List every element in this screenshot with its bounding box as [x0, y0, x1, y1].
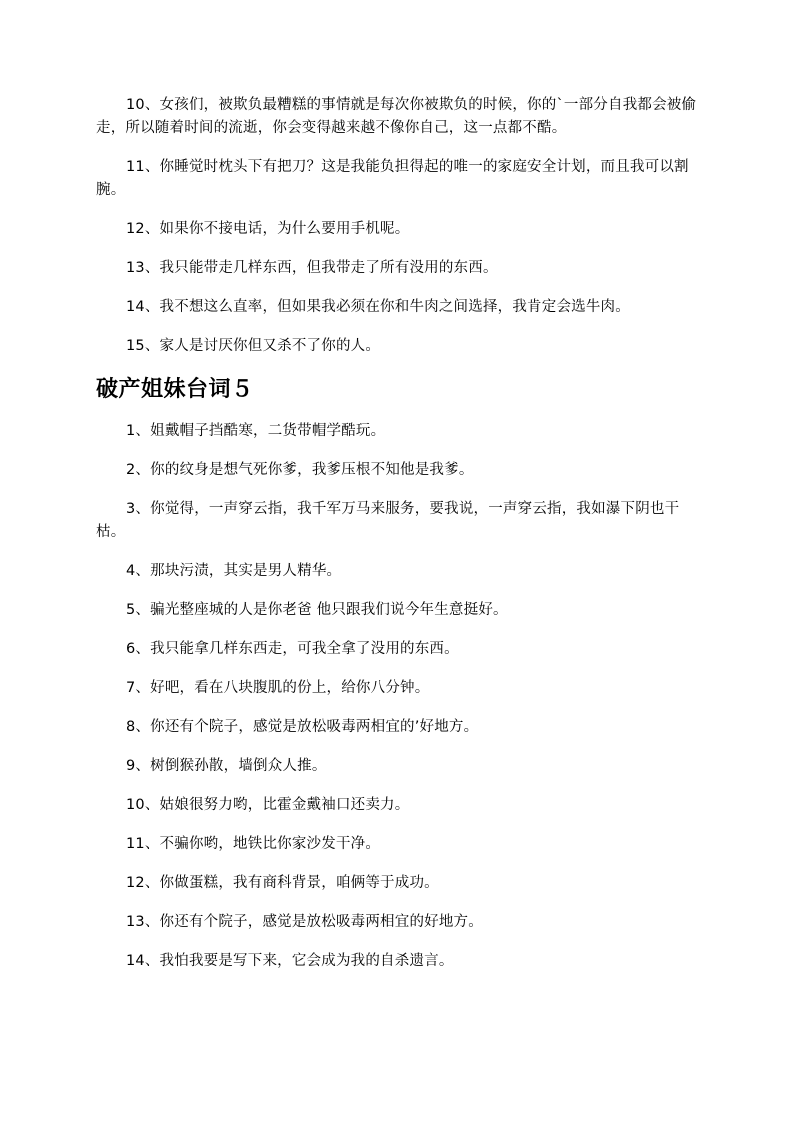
quote-paragraph: 12、如果你不接电话，为什么要用手机呢。 [126, 221, 410, 237]
quote-paragraph: 15、家人是讨厌你但又杀不了你的人。 [126, 338, 381, 354]
quote-paragraph: 7、好吧，看在八块腹肌的份上，给你八分钟。 [126, 680, 430, 696]
quote-paragraph: 14、我不想这么直率，但如果我必须在你和牛肉之间选择，我肯定会选牛肉。 [126, 299, 630, 315]
quote-paragraph: 12、你做蛋糕，我有商科背景，咱俩等于成功。 [126, 875, 439, 891]
quote-paragraph: 13、我只能带走几样东西，但我带走了所有没用的东西。 [126, 260, 498, 276]
quote-paragraph: 13、你还有个院子，感觉是放松吸毒两相宜的好地方。 [126, 914, 483, 930]
quote-paragraph: 3、你觉得，一声穿云指，我千军万马来服务，要我说，一声穿云指，我如瀑下阴也干枯。 [96, 501, 680, 540]
quote-paragraph: 5、骗光整座城的人是你老爸 他只跟我们说今年生意挺好。 [126, 602, 508, 618]
quote-paragraph: 11、你睡觉时枕头下有把刀？这是我能负担得起的唯一的家庭安全计划，而且我可以割腕。 [96, 159, 689, 198]
quote-paragraph: 4、那块污渍，其实是男人精华。 [126, 563, 342, 579]
quote-paragraph: 1、姐戴帽子挡酷寒，二货带帽学酷玩。 [126, 423, 386, 439]
document-body [96, 94, 698, 989]
quote-paragraph: 11、不骗你哟，地铁比你家沙发干净。 [126, 836, 381, 852]
quote-paragraph: 2、你的纹身是想气死你爹，我爹压根不知他是我爹。 [126, 462, 474, 478]
quote-paragraph: 9、树倒猴孙散，墙倒众人推。 [126, 758, 327, 774]
section-heading: 破产姐妹台词５ [96, 376, 254, 402]
quote-paragraph: 6、我只能拿几样东西走，可我全拿了没用的东西。 [126, 641, 459, 657]
quote-paragraph: 8、你还有个院子，感觉是放松吸毒两相宜的’好地方。 [126, 719, 479, 735]
quote-paragraph: 10、姑娘很努力哟，比霍金戴袖口还卖力。 [126, 797, 410, 813]
quote-paragraph: 14、我怕我要是写下来，它会成为我的自杀遗言。 [126, 953, 454, 969]
quote-paragraph: 10、女孩们，被欺负最糟糕的事情就是每次你被欺负的时候，你的`一部分自我都会被偷走，所以随着时间的流逝，你会变得越来越不像你自己，这一点都不酷。 [96, 97, 697, 136]
